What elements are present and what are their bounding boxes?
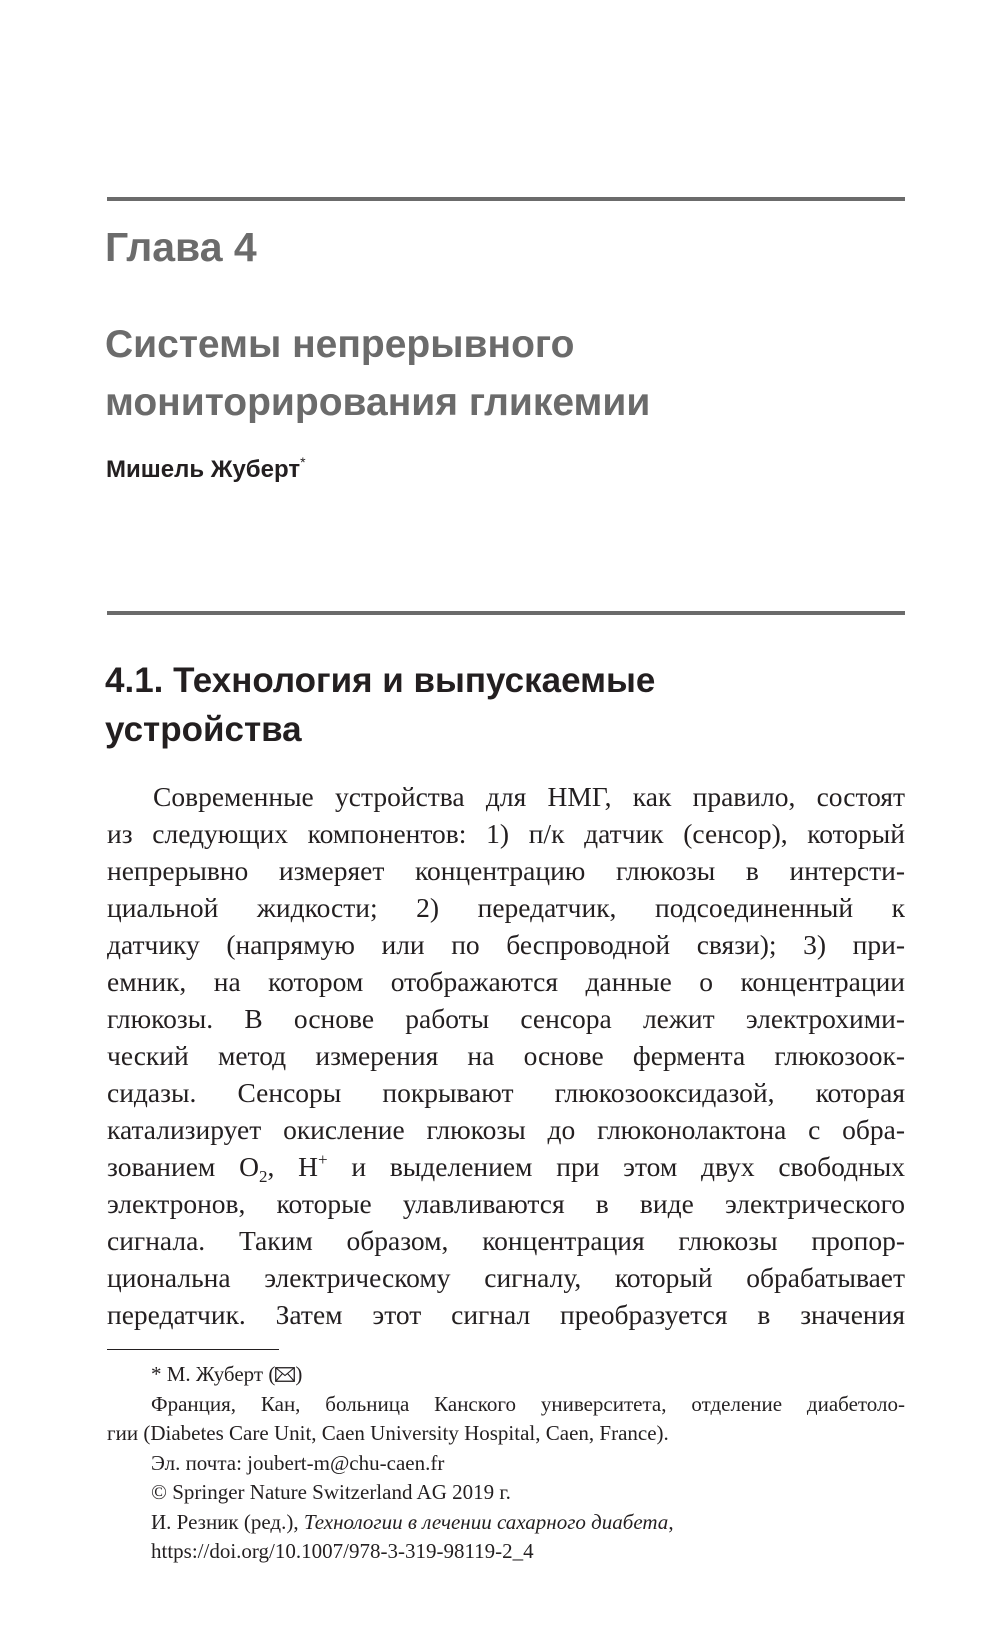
footnote-affiliation-line: гии (Diabetes Care Unit, Caen University Hospital, Caen, France).	[107, 1421, 669, 1445]
footnote-affiliation-line: Франция, Кан, больница Канского университета, отделение диабетоло-	[151, 1391, 905, 1416]
footnote-copyright: © Springer Nature Switzerland AG 2019 г.	[151, 1480, 511, 1504]
citation-book-title: Технологии в лечении сахарного диабета	[303, 1509, 669, 1534]
chapter-author	[106, 447, 306, 485]
body-line: циальной жидкости; 2) передатчик, подсоединенный к	[107, 892, 905, 923]
footnote-email[interactable]: Эл. почта: joubert-m@chu-caen.fr	[151, 1450, 445, 1475]
section-top-rule	[107, 611, 905, 615]
body-paragraph	[107, 778, 905, 1333]
footnote	[107, 1360, 905, 1567]
line-text: , H	[267, 1151, 318, 1182]
body-line: сидазы. Сенсоры покрывают глюкозооксидазой, которая	[107, 1077, 905, 1108]
line-text: и выделением при этом двух свободных	[327, 1151, 905, 1182]
footnote-doi-link[interactable]: https://doi.org/10.1007/978-3-319-98119-2_4	[151, 1539, 534, 1563]
body-line: электронов, которые улавливаются в виде электрического	[107, 1188, 905, 1219]
body-line: передатчик. Затем этот сигнал преобразуется в значения	[107, 1299, 905, 1330]
author-footnote-mark: *	[300, 454, 306, 470]
superscript: +	[317, 1150, 328, 1169]
body-line: катализирует окисление глюкозы до глюконолактона с обра-	[107, 1114, 905, 1145]
line-text: зованием O	[107, 1151, 259, 1182]
body-line: сигнала. Таким образом, концентрация глюкозы пропор-	[107, 1225, 905, 1256]
body-line: датчику (напрямую или по беспроводной связи); 3) при-	[107, 929, 905, 960]
footnote-author-line	[107, 1360, 905, 1390]
citation-comma: ,	[668, 1509, 674, 1534]
body-line: емник, на котором отображаются данные о концентрации	[107, 966, 905, 997]
section-heading	[105, 656, 655, 754]
footnote-rule	[107, 1349, 279, 1350]
footnote-citation	[107, 1508, 905, 1538]
body-line: из следующих компонентов: 1) п/к датчик (сенсор), который	[107, 818, 905, 849]
chapter-top-rule	[107, 197, 905, 201]
envelope-icon[interactable]	[275, 1367, 295, 1382]
footnote-author-end: )	[295, 1362, 303, 1386]
section-heading-line: 4.1. Технология и выпускаемые	[105, 661, 656, 700]
chapter-title-line: Системы непрерывного	[105, 323, 575, 366]
section-heading-line: устройства	[105, 710, 302, 749]
citation-editor: И. Резник (ред.),	[151, 1509, 304, 1534]
footnote-author-text: * М. Жуберт (	[151, 1362, 276, 1386]
body-line-formula	[107, 1148, 905, 1185]
chapter-label: Глава 4	[105, 224, 257, 270]
body-line: циональна электрическому сигналу, который обрабатывает	[107, 1262, 905, 1293]
body-line: непрерывно измеряет концентрацию глюкозы в интерсти-	[107, 855, 905, 886]
subscript: 2	[258, 1167, 268, 1185]
chapter-title	[105, 316, 650, 432]
author-name: Мишель Жуберт	[106, 456, 301, 483]
body-line: глюкозы. В основе работы сенсора лежит электрохими-	[107, 1003, 905, 1034]
body-line: Современные устройства для НМГ, как правило, состоят	[153, 781, 905, 812]
chapter-title-line: мониторирования гликемии	[105, 381, 651, 424]
body-line: ческий метод измерения на основе фермента глюкозоок-	[107, 1040, 905, 1071]
